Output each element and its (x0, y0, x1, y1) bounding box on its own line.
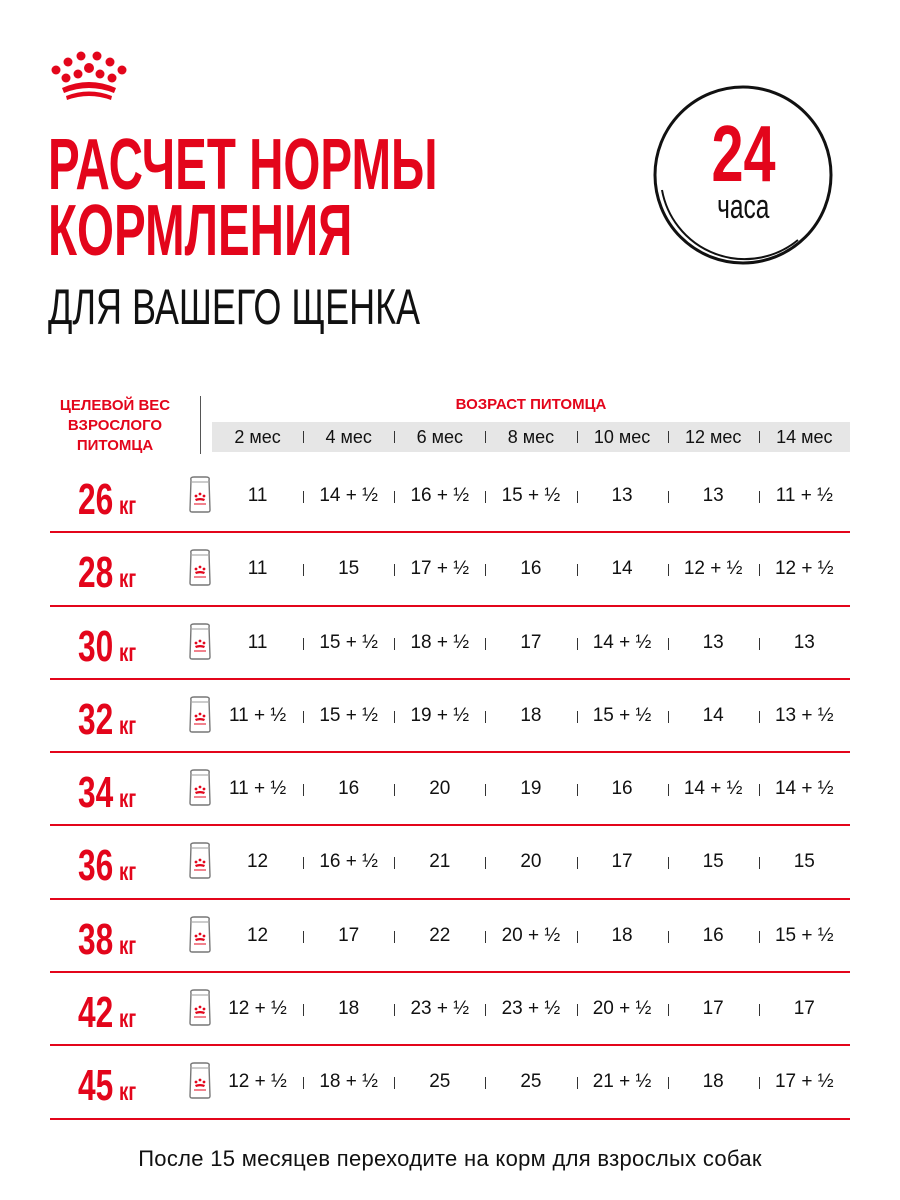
table-cell: 15 (668, 826, 759, 898)
weight-label (78, 841, 137, 891)
table-cell: 17 (668, 973, 759, 1045)
weight-value: 36 (78, 841, 114, 891)
weight-unit: кг (119, 1003, 137, 1034)
age-col-8: 8 мес (485, 422, 576, 452)
weight-value: 45 (78, 1061, 114, 1111)
table-cell: 21 + ½ (577, 1046, 668, 1118)
table-cell: 17 + ½ (394, 533, 485, 605)
table-cell: 14 + ½ (668, 753, 759, 825)
row-values (212, 900, 850, 972)
row-values (212, 973, 850, 1045)
table-cell: 17 (759, 973, 850, 1045)
badge-number: 24 (710, 109, 776, 198)
weight-unit: кг (119, 783, 137, 814)
table-row (50, 900, 850, 973)
table-row (50, 1046, 850, 1119)
food-pouch-icon (186, 621, 214, 661)
table-cell: 15 (303, 533, 394, 605)
weight-value: 26 (78, 475, 114, 524)
table-cell: 20 (394, 753, 485, 825)
table-cell: 13 (668, 607, 759, 679)
table-cell: 12 + ½ (228, 998, 287, 1020)
page-title (48, 125, 438, 271)
table-cell: 23 + ½ (485, 973, 576, 1045)
table-row (50, 826, 850, 899)
row-values (212, 607, 850, 679)
table-cell: 16 (485, 533, 576, 605)
table-cell: 12 + ½ (668, 533, 759, 605)
table-cell: 14 + ½ (759, 753, 850, 825)
table-cell: 15 + ½ (303, 680, 394, 752)
age-col-12: 12 мес (668, 422, 759, 452)
age-col-2: 2 мес (234, 426, 281, 447)
weight-column-header (40, 396, 190, 456)
weight-label (78, 914, 137, 964)
weight-header-line-2: ВЗРОСЛОГО (67, 417, 163, 434)
table-cell: 18 (303, 973, 394, 1045)
weight-label (78, 768, 137, 818)
table-cell: 22 (394, 900, 485, 972)
age-header-bar (212, 422, 850, 452)
row-values (212, 460, 850, 532)
row-values (212, 533, 850, 605)
table-cell: 15 + ½ (759, 900, 850, 972)
food-pouch-icon (186, 840, 214, 880)
table-cell: 11 (247, 558, 268, 580)
row-divider (50, 1118, 850, 1120)
weight-header-line-1: ЦЕЛЕВОЙ ВЕС (59, 397, 171, 414)
weight-value: 34 (78, 768, 114, 818)
weight-unit: кг (119, 636, 137, 667)
weight-label (78, 475, 137, 524)
table-cell: 19 + ½ (394, 680, 485, 752)
table-cell: 11 + ½ (759, 460, 850, 532)
table-cell: 12 + ½ (759, 533, 850, 605)
row-values (212, 1046, 850, 1118)
table-cell: 13 + ½ (759, 680, 850, 752)
table-cell: 18 + ½ (394, 607, 485, 679)
age-col-10: 10 мес (577, 422, 668, 452)
table-cell: 13 (759, 607, 850, 679)
age-col-6: 6 мес (394, 422, 485, 452)
weight-unit: кг (119, 929, 137, 960)
row-values (212, 753, 850, 825)
weight-value: 32 (78, 694, 114, 744)
table-cell: 12 (246, 851, 269, 873)
table-cell: 16 (577, 753, 668, 825)
food-pouch-icon (186, 694, 214, 734)
table-cell: 15 + ½ (303, 607, 394, 679)
age-header: ВОЗРАСТ ПИТОМЦА (455, 396, 607, 413)
food-pouch-icon (186, 1060, 214, 1100)
table-cell: 25 (485, 1046, 576, 1118)
table-cell: 17 + ½ (759, 1046, 850, 1118)
weight-value: 42 (78, 988, 114, 1038)
weight-label (78, 548, 137, 598)
table-cell: 13 (668, 460, 759, 532)
food-pouch-icon (186, 987, 214, 1027)
table-cell: 20 + ½ (577, 973, 668, 1045)
weight-label (78, 621, 137, 671)
table-cell: 18 (577, 900, 668, 972)
table-cell: 16 + ½ (394, 460, 485, 532)
table-cell: 11 (247, 485, 268, 506)
table-cell: 20 + ½ (485, 900, 576, 972)
table-cell: 14 + ½ (577, 607, 668, 679)
table-cell: 16 (668, 900, 759, 972)
table-cell: 14 (577, 533, 668, 605)
food-pouch-icon (186, 767, 214, 807)
row-values (212, 826, 850, 898)
table-cell: 18 (485, 680, 576, 752)
food-pouch-icon (186, 914, 214, 954)
weight-value: 30 (78, 621, 114, 671)
table-cell: 18 + ½ (303, 1046, 394, 1118)
table-cell: 17 (303, 900, 394, 972)
food-pouch-icon (186, 474, 214, 514)
age-col-4: 4 мес (303, 422, 394, 452)
weight-unit: кг (119, 1076, 137, 1107)
weight-header-line-3: ПИТОМЦА (76, 437, 154, 454)
hours-badge (648, 80, 838, 270)
crown-logo-icon (44, 50, 134, 102)
weight-label (78, 988, 137, 1038)
table-cell: 11 + ½ (228, 704, 287, 726)
weight-value: 28 (78, 548, 114, 598)
table-cell: 17 (577, 826, 668, 898)
table-cell: 17 (485, 607, 576, 679)
title-line-2: КОРМЛЕНИЯ (48, 191, 353, 271)
table-cell: 13 (577, 460, 668, 532)
table-cell: 15 + ½ (485, 460, 576, 532)
weight-unit: кг (119, 490, 137, 520)
weight-unit: кг (119, 856, 137, 887)
table-row (50, 753, 850, 826)
table-cell: 16 (303, 753, 394, 825)
table-cell: 23 + ½ (394, 973, 485, 1045)
feeding-table (50, 460, 850, 1120)
table-cell: 15 (759, 826, 850, 898)
table-row (50, 973, 850, 1046)
weight-unit: кг (119, 563, 137, 594)
title-line-1: РАСЧЕТ НОРМЫ (48, 125, 438, 205)
table-cell: 20 (485, 826, 576, 898)
table-cell: 14 + ½ (303, 460, 394, 532)
weight-label (78, 1061, 137, 1111)
table-cell: 12 (246, 924, 269, 946)
weight-value: 38 (78, 914, 114, 964)
page-subtitle: ДЛЯ ВАШЕГО ЩЕНКА (48, 279, 421, 335)
age-col-14: 14 мес (759, 422, 850, 452)
table-cell: 15 + ½ (577, 680, 668, 752)
table-cell: 19 (485, 753, 576, 825)
badge-unit: часа (716, 188, 770, 226)
footer-note: После 15 месяцев переходите на корм для взрослых собак (138, 1146, 762, 1171)
weight-label (78, 694, 137, 744)
weight-unit: кг (119, 709, 137, 740)
table-cell: 14 (668, 680, 759, 752)
header-divider (200, 396, 201, 454)
food-pouch-icon (186, 547, 214, 587)
table-cell: 11 + ½ (228, 778, 287, 800)
table-row (50, 460, 850, 533)
table-row (50, 533, 850, 606)
table-cell: 18 (668, 1046, 759, 1118)
table-row (50, 680, 850, 753)
table-cell: 11 (247, 631, 268, 653)
table-cell: 21 (394, 826, 485, 898)
table-cell: 25 (394, 1046, 485, 1118)
row-values (212, 680, 850, 752)
table-cell: 16 + ½ (303, 826, 394, 898)
table-cell: 12 + ½ (228, 1071, 287, 1093)
table-row (50, 607, 850, 680)
